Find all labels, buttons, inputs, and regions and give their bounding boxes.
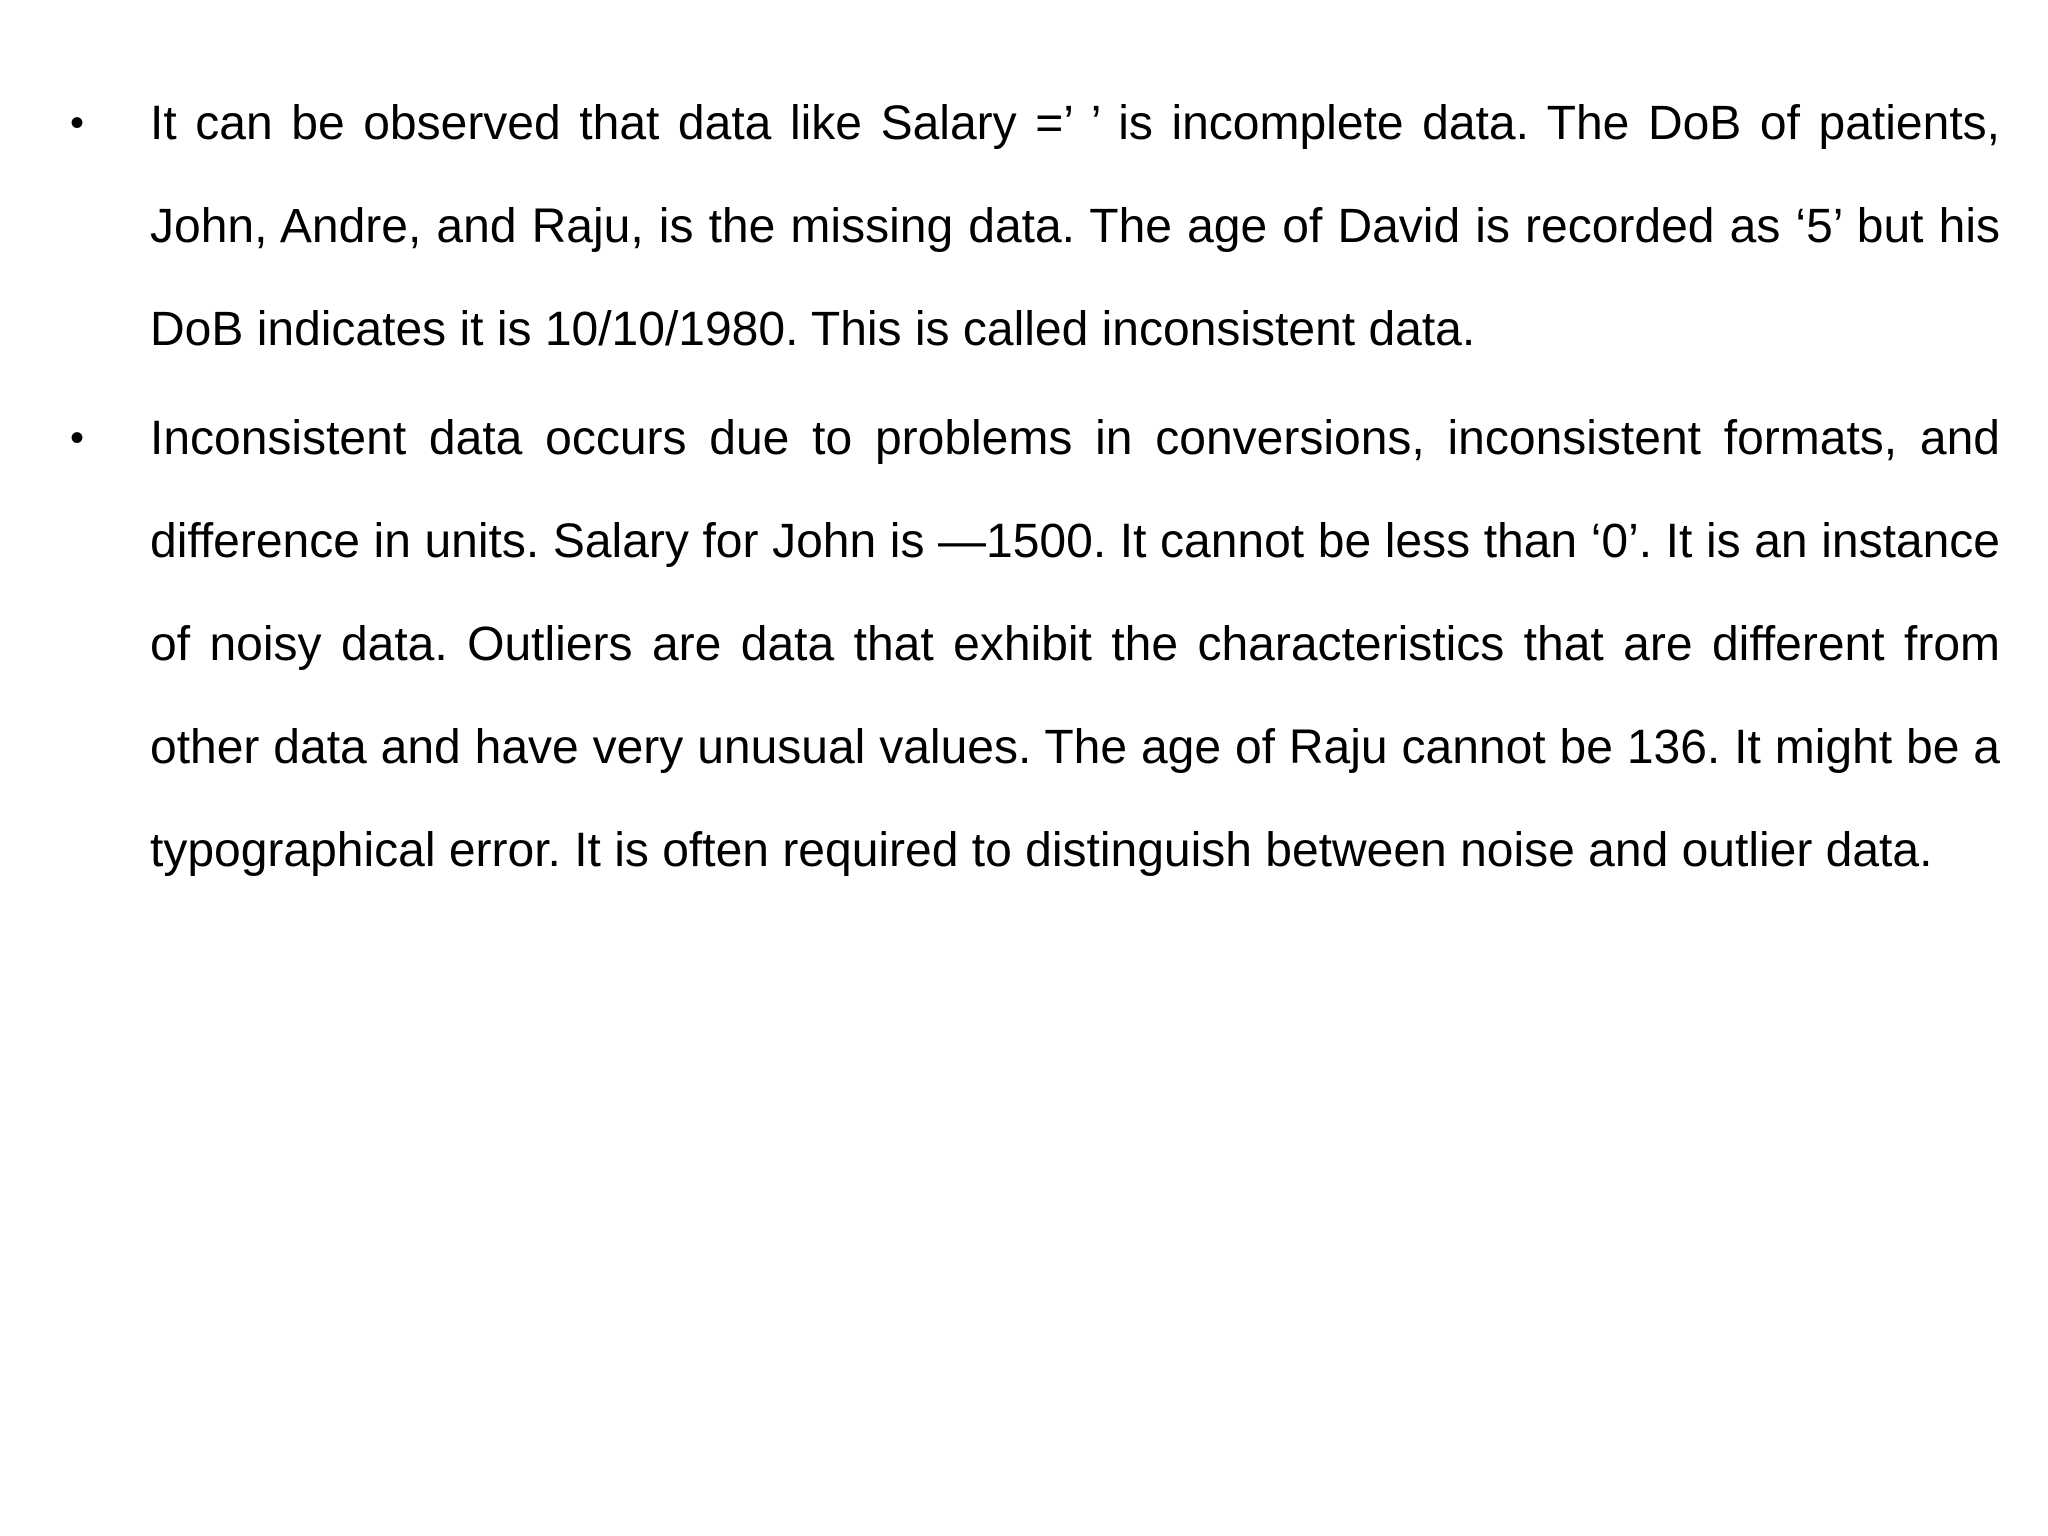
bullet-marker: • — [70, 416, 85, 460]
bullet-list — [70, 72, 2000, 908]
bullet-item-1 — [70, 72, 2000, 381]
bullet-marker: • — [70, 101, 85, 145]
bullet-text-incomplete-data: It can be observed that data like Salary =’ ’ is incomplete data. The DoB of patients, John, Andre, and Raju, is the missing data. The age of David is recorded as ‘5’ but his DoB indicates it is 10/10/1980. This is called inconsistent data. — [150, 97, 2000, 356]
bullet-text-inconsistent-data: Inconsistent data occurs due to problems in conversions, inconsistent formats, and difference in units. Salary for John is —1500. It cannot be less than ‘0’. It is an instance of noisy data. Outliers are data that exhibit the characteristics that are different from other data and have very unusual values. The age of Raju cannot be 136. It might be a typographical error. It is often required to distinguish between noise and outlier data. — [150, 412, 2000, 877]
bullet-item-2 — [70, 387, 2000, 902]
